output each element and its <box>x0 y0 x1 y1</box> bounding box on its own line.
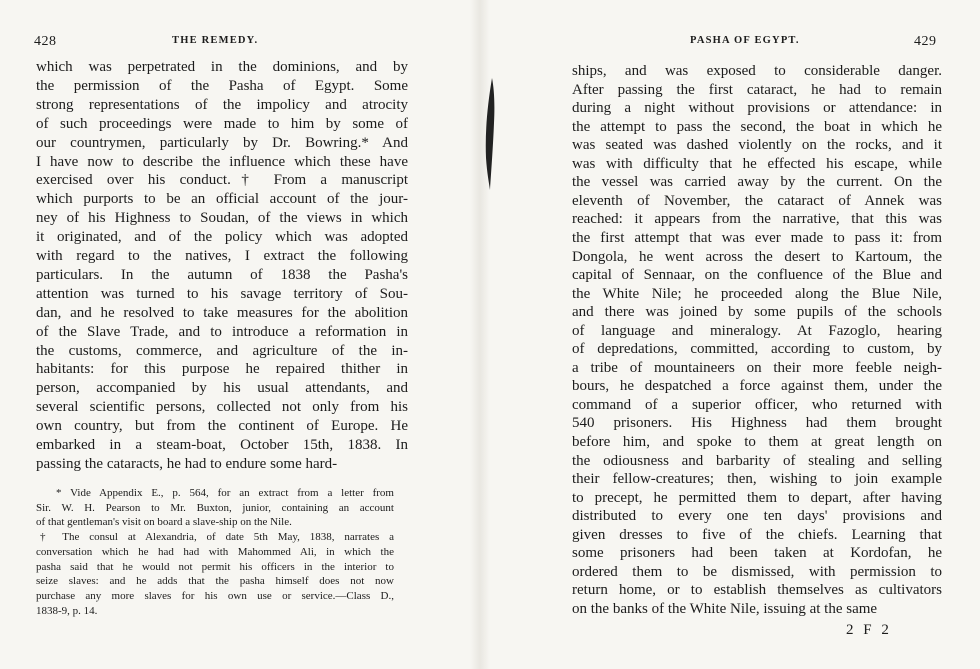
text-line: of language and mineralogy. At Fazoglo, hearing <box>572 322 942 339</box>
text-line: the attempt to pass the second, the boat in which he <box>572 118 942 135</box>
text-line: person, accompanied by his usual attendants, and <box>36 380 408 397</box>
text-line: before him, and spoke to them at great length on <box>572 434 942 450</box>
text-line: Dongola, he went across the desert to Kartoum, the <box>572 248 942 265</box>
left-header <box>0 34 470 50</box>
text-line: was with difficulty that he effected his escape, while <box>572 155 942 172</box>
text-line: of the Slave Trade, and to introduce a reformation in <box>36 323 408 340</box>
text-line: the permission of the Pasha of Egypt. Some <box>36 77 408 94</box>
text-line: given dresses to five of the chiefs. Learning that <box>572 526 942 543</box>
text-line: the White Nile; he proceeded along the Blue Nile, <box>572 285 942 302</box>
text-line: was seated was dashed violently on the rocks, and it <box>572 137 942 154</box>
left-running-head: THE REMEDY. <box>172 35 259 46</box>
text-line: strong representations of the impolicy and atrocity <box>36 96 408 113</box>
text-line: dan, and he resolved to take measures for the abolition <box>36 304 408 321</box>
text-line: After passing the first cataract, he had to remain <box>572 81 942 98</box>
text-line: eleventh of November, the cataract of Annek was <box>572 192 942 209</box>
text-line: our countrymen, particularly by Dr. Bowring.* And <box>36 134 408 151</box>
right-page-number: 429 <box>914 34 937 49</box>
right-running-head: PASHA OF EGYPT. <box>690 35 800 46</box>
footnote-line: seize slaves: and he adds that the pasha himself does not now <box>36 575 394 588</box>
text-line: attention was turned to his savage territory of Sou- <box>36 285 408 302</box>
text-line: and there was joined by some pupils of the schools <box>572 304 942 321</box>
left-page-number: 428 <box>34 34 57 49</box>
text-line: some prisoners had been taken at Kordofan, he <box>572 545 942 562</box>
text-line: ney of his Highness to Soudan, of the views in which <box>36 210 408 227</box>
text-line: the customs, commerce, and agriculture of the in- <box>36 342 408 359</box>
text-line: particulars. In the autumn of 1838 the Pasha's <box>36 266 408 283</box>
left-page <box>0 0 470 669</box>
text-line: exercised over his conduct.† From a manuscript <box>36 172 408 189</box>
text-line: command of a superior officer, who returned with <box>572 396 942 413</box>
text-line: which was perpetrated in the dominions, and by <box>36 59 408 75</box>
text-line: ordered them to be dismissed, with permission to <box>572 563 942 580</box>
text-line: return home, or to establish themselves as cultivators <box>572 582 942 599</box>
footnote-line: * Vide Appendix E., p. 564, for an extract from a letter from <box>56 487 394 499</box>
text-line: bours, he despatched a force against them, under the <box>572 378 942 395</box>
text-line: 540 prisoners. His Highness had them brought <box>572 415 942 432</box>
text-line: their fellow-creatures; then, wishing to join example <box>572 471 942 488</box>
text-line: of depredations, committed, according to custom, by <box>572 341 942 358</box>
text-line: during a night without provisions or attendance: in <box>572 100 942 117</box>
footnote-line: pasha said that he would not permit his officers in the interior to <box>36 560 394 573</box>
text-line: embarked in a steam-boat, October 15th, 1838. In <box>36 437 408 453</box>
text-line: I have now to describe the influence which these have <box>36 153 408 170</box>
right-header <box>490 34 980 50</box>
text-line: which purports to be an official account of the jour- <box>36 191 408 208</box>
text-line: own country, but from the continent of Europe. He <box>36 418 408 435</box>
footnote-line: Sir. W. H. Pearson to Mr. Buxton, junior, containing an account <box>36 501 394 514</box>
right-page <box>490 0 980 669</box>
text-line: reached: it appears from the narrative, that this was <box>572 211 942 228</box>
footnote-line: conversation which he had had with Mahommed Ali, in which the <box>36 545 394 558</box>
text-line: a tribe of mountaineers on their more feeble neigh- <box>572 359 942 376</box>
footnote-line: purchase any more slaves for his own use or service.—Class D., <box>36 589 394 602</box>
text-line: it originated, and of the policy which was adopted <box>36 229 408 246</box>
footnote-line: † The consul at Alexandria, of date 5th May, 1838, narrates a <box>40 531 394 544</box>
text-line: of such proceedings were made to him by some of <box>36 115 408 132</box>
text-line: the first attempt that was ever made to pass it: from <box>572 229 942 246</box>
text-line: habitants: for this purpose he repaired thither in <box>36 361 408 378</box>
text-line: with regard to the natives, I extract the following <box>36 248 408 264</box>
text-line: passing the cataracts, he had to endure some hard- <box>36 455 338 472</box>
footnote-line: 1838-9, p. 14. <box>36 604 98 617</box>
text-line: ships, and was exposed to considerable danger. <box>572 63 942 79</box>
text-line: to precept, he permitted them to depart, after having <box>572 489 942 506</box>
text-line: distributed to every one ten days' provisions and <box>572 508 942 525</box>
text-line: on the banks of the White Nile, issuing at the same <box>572 600 878 617</box>
text-line: several scientific persons, collected not only from his <box>36 399 408 416</box>
signature-mark: 2 F 2 <box>846 622 892 638</box>
text-line: capital of Sennaar, on the confluence of the Blue and <box>572 267 942 284</box>
text-line: the odiousness and barbarity of stealing and selling <box>572 452 942 469</box>
text-line: the vessel was carried away by the current. On the <box>572 174 942 191</box>
footnote-line: of that gentleman's visit on board a slave-ship on the Nile. <box>36 516 292 529</box>
